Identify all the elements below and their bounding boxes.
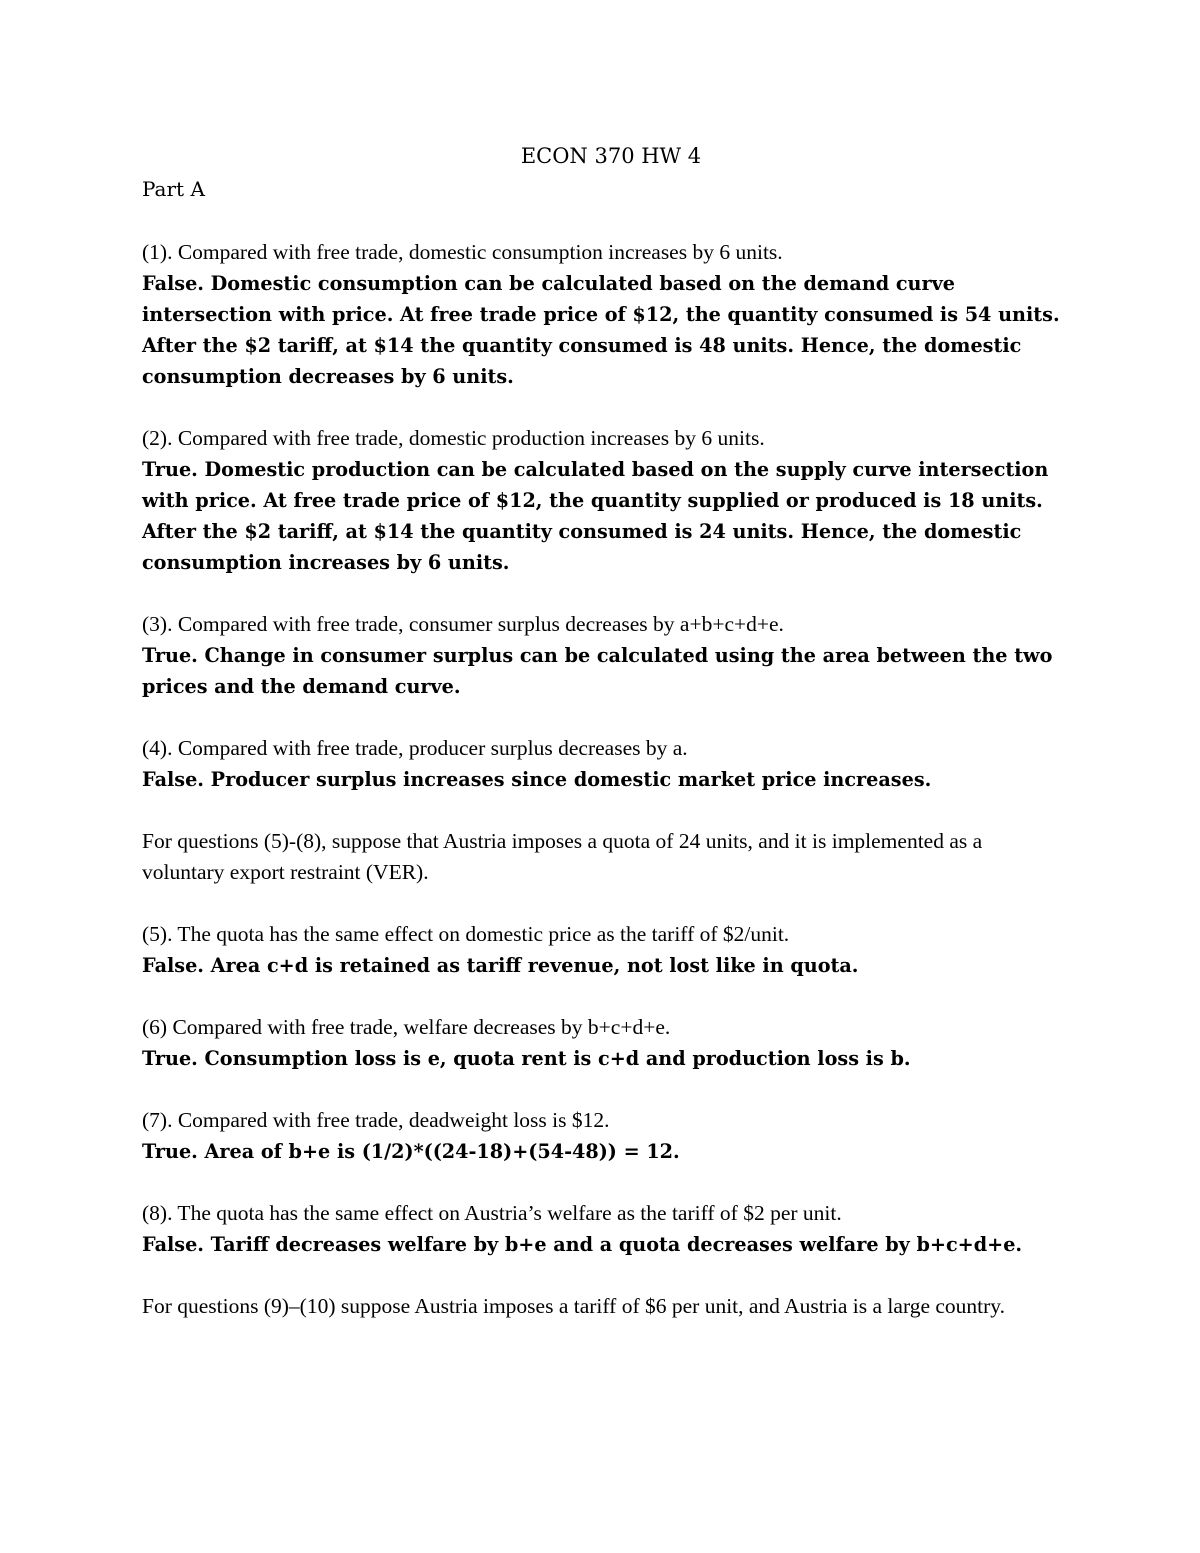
- question-text: (7). Compared with free trade, deadweight loss is $12.: [142, 1108, 610, 1132]
- question-text: (3). Compared with free trade, consumer surplus decreases by a+b+c+d+e.: [142, 612, 784, 636]
- question-item-6: [142, 1012, 1062, 1074]
- question-text: (4). Compared with free trade, producer surplus decreases by a.: [142, 736, 688, 760]
- answer-text: False. Tariff decreases welfare by b+e and a quota decreases welfare by b+c+d+e.: [142, 1233, 1023, 1256]
- question-item-8: [142, 1198, 1062, 1260]
- question-text: (6) Compared with free trade, welfare decreases by b+c+d+e.: [142, 1015, 671, 1039]
- instruction-note-quota: For questions (5)-(8), suppose that Austria imposes a quota of 24 units, and it is implemented as a voluntary export restraint (VER).: [142, 829, 983, 884]
- document-title: ECON 370 HW 4: [520, 144, 702, 168]
- section-heading: Part A: [142, 177, 205, 201]
- answer-text: True. Domestic production can be calculated based on the supply curve intersection with price. At free trade price of $12, the quantity supplied or produced is 18 units. After the $2 tariff, at $14 the quantity consumed is 24 units. Hence, the domestic consumption increases by 6 units.: [142, 458, 1049, 574]
- question-item-2: [142, 423, 1062, 578]
- question-item-5: [142, 919, 1062, 981]
- question-item-7: [142, 1105, 1062, 1167]
- question-text: (2). Compared with free trade, domestic production increases by 6 units.: [142, 426, 765, 450]
- question-text: (5). The quota has the same effect on domestic price as the tariff of $2/unit.: [142, 922, 790, 946]
- answer-text: True. Consumption loss is e, quota rent is c+d and production loss is b.: [142, 1047, 911, 1070]
- instruction-note-tariff: For questions (9)–(10) suppose Austria imposes a tariff of $6 per unit, and Austria is a large country.: [142, 1294, 1006, 1318]
- answer-text: False. Area c+d is retained as tariff revenue, not lost like in quota.: [142, 954, 859, 977]
- question-item-4: [142, 733, 1062, 795]
- answer-text: False. Domestic consumption can be calculated based on the demand curve intersection with price. At free trade price of $12, the quantity consumed is 54 units. After the $2 tariff, at $14 the quantity consumed is 48 units. Hence, the domestic consumption decreases by 6 units.: [142, 272, 1060, 388]
- document-page: [142, 140, 1062, 1353]
- answer-text: True. Change in consumer surplus can be calculated using the area between the two prices and the demand curve.: [142, 644, 1053, 698]
- answer-text: True. Area of b+e is (1/2)*((24-18)+(54-48)) = 12.: [142, 1140, 680, 1163]
- question-text: (8). The quota has the same effect on Austria’s welfare as the tariff of $2 per unit.: [142, 1201, 842, 1225]
- question-item-1: [142, 237, 1062, 392]
- answer-text: False. Producer surplus increases since domestic market price increases.: [142, 768, 932, 791]
- question-item-3: [142, 609, 1062, 702]
- question-text: (1). Compared with free trade, domestic consumption increases by 6 units.: [142, 240, 783, 264]
